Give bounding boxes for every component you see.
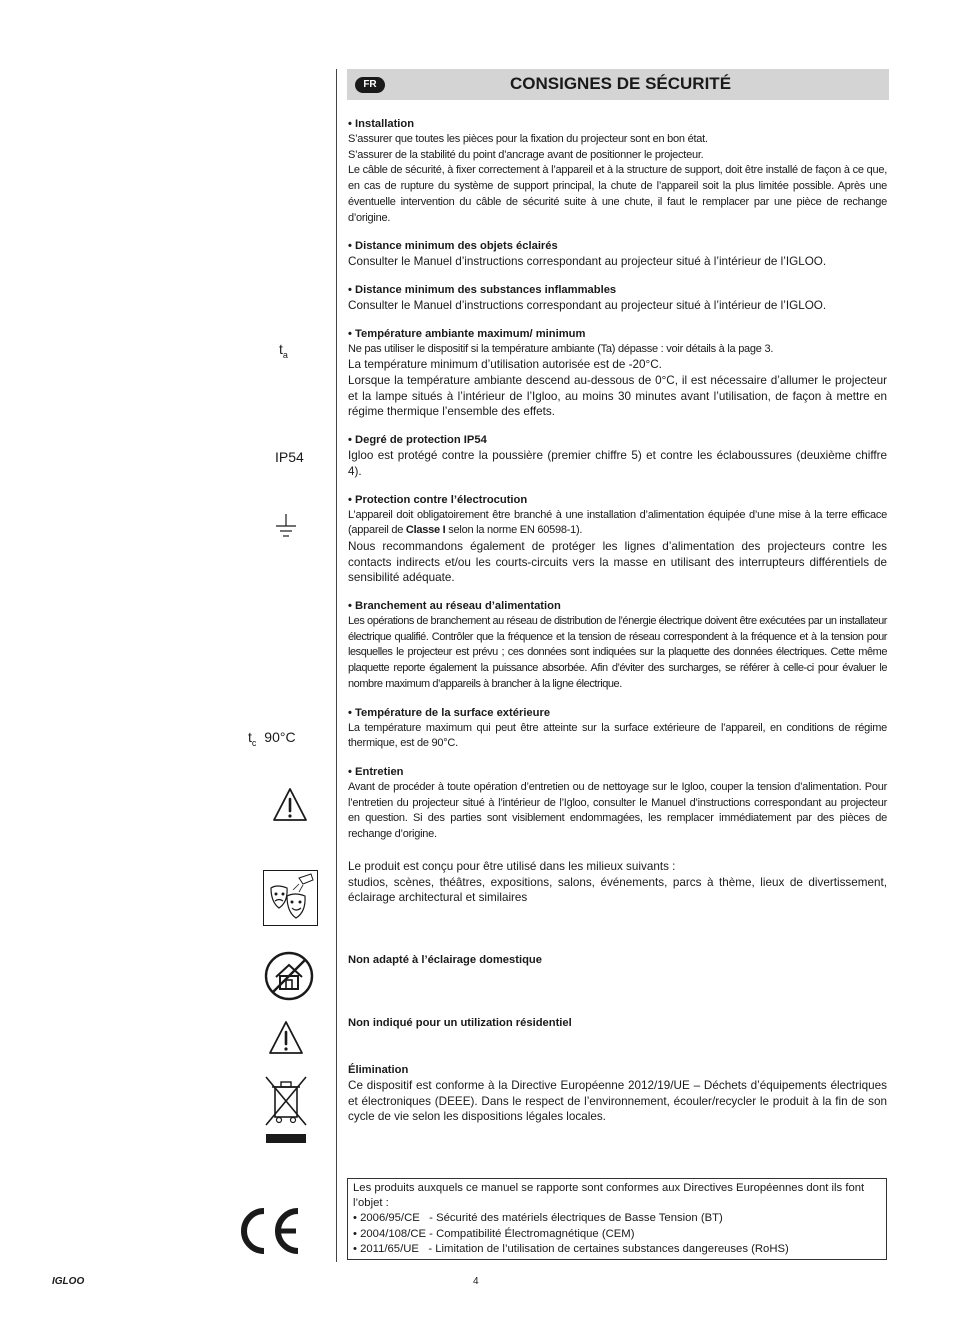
section-maintenance: • Entretien Avant de procéder à toute opération d’entretien ou de nettoyage sur le Igloo, couper la tension d’alimentation. Pour l’entretien du projecteur situé à l’intérieur de l’Igloo, consulter le Manuel d’instructions correspondant au projecteur en question. Si des parties sont visiblement endommagées, les remplacer immédiatement par des pièces de rechange d’origine. xyxy=(348,765,887,841)
earth-ground-icon xyxy=(274,514,298,540)
footer-brand: IGLOO xyxy=(52,1276,85,1287)
section-disposal: Élimination Ce dispositif est conforme à la Directive Européenne 2012/19/UE – Déchets d’équipements électriques et électroniques (DEEE). Dans le respect de l’environnement, écouler/recycler le produit à la fin de son cycle de vie selon les dispositions légales locales. xyxy=(348,1063,887,1124)
section-heading: • Température de la surface extérieure xyxy=(348,706,551,719)
page-title: CONSIGNES DE SÉCURITÉ xyxy=(510,74,732,93)
margin-divider xyxy=(336,69,337,1262)
section-usage: Le produit est conçu pour être utilisé dans les milieux suivants : studios, scènes, théâtres, expositions, salons, événements, parcs à thème, lieux de divertissement, éclairage architectural et similaires xyxy=(348,859,887,905)
page-number: 4 xyxy=(473,1276,479,1287)
section-not-residential: Non indiqué pour un utilization résidentiel xyxy=(348,1016,572,1029)
section-heading: • Distance minimum des substances inflammables xyxy=(348,283,617,296)
tc-symbol: $t_c$ 90°C xyxy=(248,729,296,748)
section-power-connection: • Branchement au réseau d’alimentation Les opérations de branchement au réseau de distribution de l’énergie électrique doivent être exécutées par un installateur électrique qualifié. Contrôler que la fréquence et la tension de réseau correspondent à la fréquence et à la tension pour lesquelles le projecteur est prévu ; ces données sont indiquées sur la plaquette des données électriques. Cette même plaquette reporte également la puissance absorbée. Afin d’éviter des surcharges, se référer à celle-ci pour évaluer le nombre maximum d’appareils à brancher à la ligne électrique. xyxy=(348,600,887,690)
ta-symbol: $t_a$ xyxy=(279,341,288,360)
section-distance-substances: • Distance minimum des substances inflammables Consulter le Manuel d’instructions correspondant au projecteur situé à l’intérieur de l’IGLOO. xyxy=(348,283,887,314)
section-heading: Élimination xyxy=(348,1063,409,1076)
section-heading: • Entretien xyxy=(348,765,404,778)
section-not-domestic: Non adapté à l’éclairage domestique xyxy=(348,953,542,966)
section-surface-temperature: • Température de la surface extérieure La température maximum qui peut être atteinte sur la surface extérieure de l’appareil, en conditions de régime thermique, est de 90°C. xyxy=(348,706,887,750)
section-header xyxy=(347,69,889,100)
section-heading: • Protection contre l’électrocution xyxy=(348,493,528,506)
section-distance-objects: • Distance minimum des objets éclairés Consulter le Manuel d’instructions correspondant au projecteur situé à l’intérieur de l’IGLOO. xyxy=(348,239,887,270)
language-badge: FR xyxy=(355,77,385,93)
section-heading: • Température ambiante maximum/ minimum xyxy=(348,327,586,340)
weee-crossed-bin-icon xyxy=(264,1075,308,1145)
theatre-masks-icon xyxy=(263,870,318,926)
section-heading: • Installation xyxy=(348,118,415,130)
safety-content xyxy=(348,117,887,1125)
section-heading: • Branchement au réseau d’alimentation xyxy=(348,600,561,613)
section-heading: • Distance minimum des objets éclairés xyxy=(348,240,558,253)
section-installation: • Installation S’assurer que toutes les pièces pour la fixation du projecteur sont en bon état. S’assurer de la stabilité du point d’ancrage avant de positionner le projecteur. Le câble de sécurité, à fixer correctement à l’appareil et à la structure de support, doit être installé de façon à ce que, en cas de rupture du système de support principal, la chute de l’appareil soit la plus limitée possible. Après une éventuelle intervention du câble de sécurité suite à une chute, il faut le remplacer par une pièce de rechange d’origine. xyxy=(348,118,887,224)
warning-triangle-icon xyxy=(272,787,308,823)
warning-triangle-icon xyxy=(268,1020,304,1055)
section-temperature: • Température ambiante maximum/ minimum Ne pas utiliser le dispositif si la température ambiante (Ta) dépasse : voir détails à la page 3. La température minimum d’utilisation autorisée est de -20°C. Lorsque la température ambiante descend au-dessous de 0°C, il est nécessaire d’allumer le projecteur et la lampe situés à l’intérieur de l’Igloo, au moins 30 minutes avant l’utilisation, de façon à mettre en régime thermique l’ensemble des effets. xyxy=(348,327,887,419)
section-electrocution: • Protection contre l’électrocution L’appareil doit obligatoirement être branché à une installation d’alimentation équipée d’une mise à la terre efficace (appareil de Classe I selon la norme EN 60598-1). Nous recommandons également de protéger les lignes d’alimentation des projecteurs contre les contacts indirects et/ou les courts-circuits vers la masse en utilisant des interrupteurs différentiels de sensibilité adéquate. xyxy=(348,493,887,585)
section-heading: • Degré de protection IP54 xyxy=(348,434,487,447)
no-domestic-use-icon xyxy=(264,951,314,1001)
ip-symbol: IP54 xyxy=(275,449,304,465)
ce-mark-icon xyxy=(236,1207,302,1255)
directives-box: Les produits auxquels ce manuel se rapporte sont conformes aux Directives Européennes dont ils font l’objet : • 2006/95/CE - Sécurité des matériels électriques de Basse Tension (BT) • 2004/108/CE - Compatibilité Électromagnétique (CEM) • 2011/65/UE - Limitation de l’utilisation de certaines substances dangereuses (RoHS) xyxy=(347,1178,887,1260)
section-ip-protection: • Degré de protection IP54 Igloo est protégé contre la poussière (premier chiffre 5) et contre les éclaboussures (deuxième chiffre 4). xyxy=(348,434,887,478)
